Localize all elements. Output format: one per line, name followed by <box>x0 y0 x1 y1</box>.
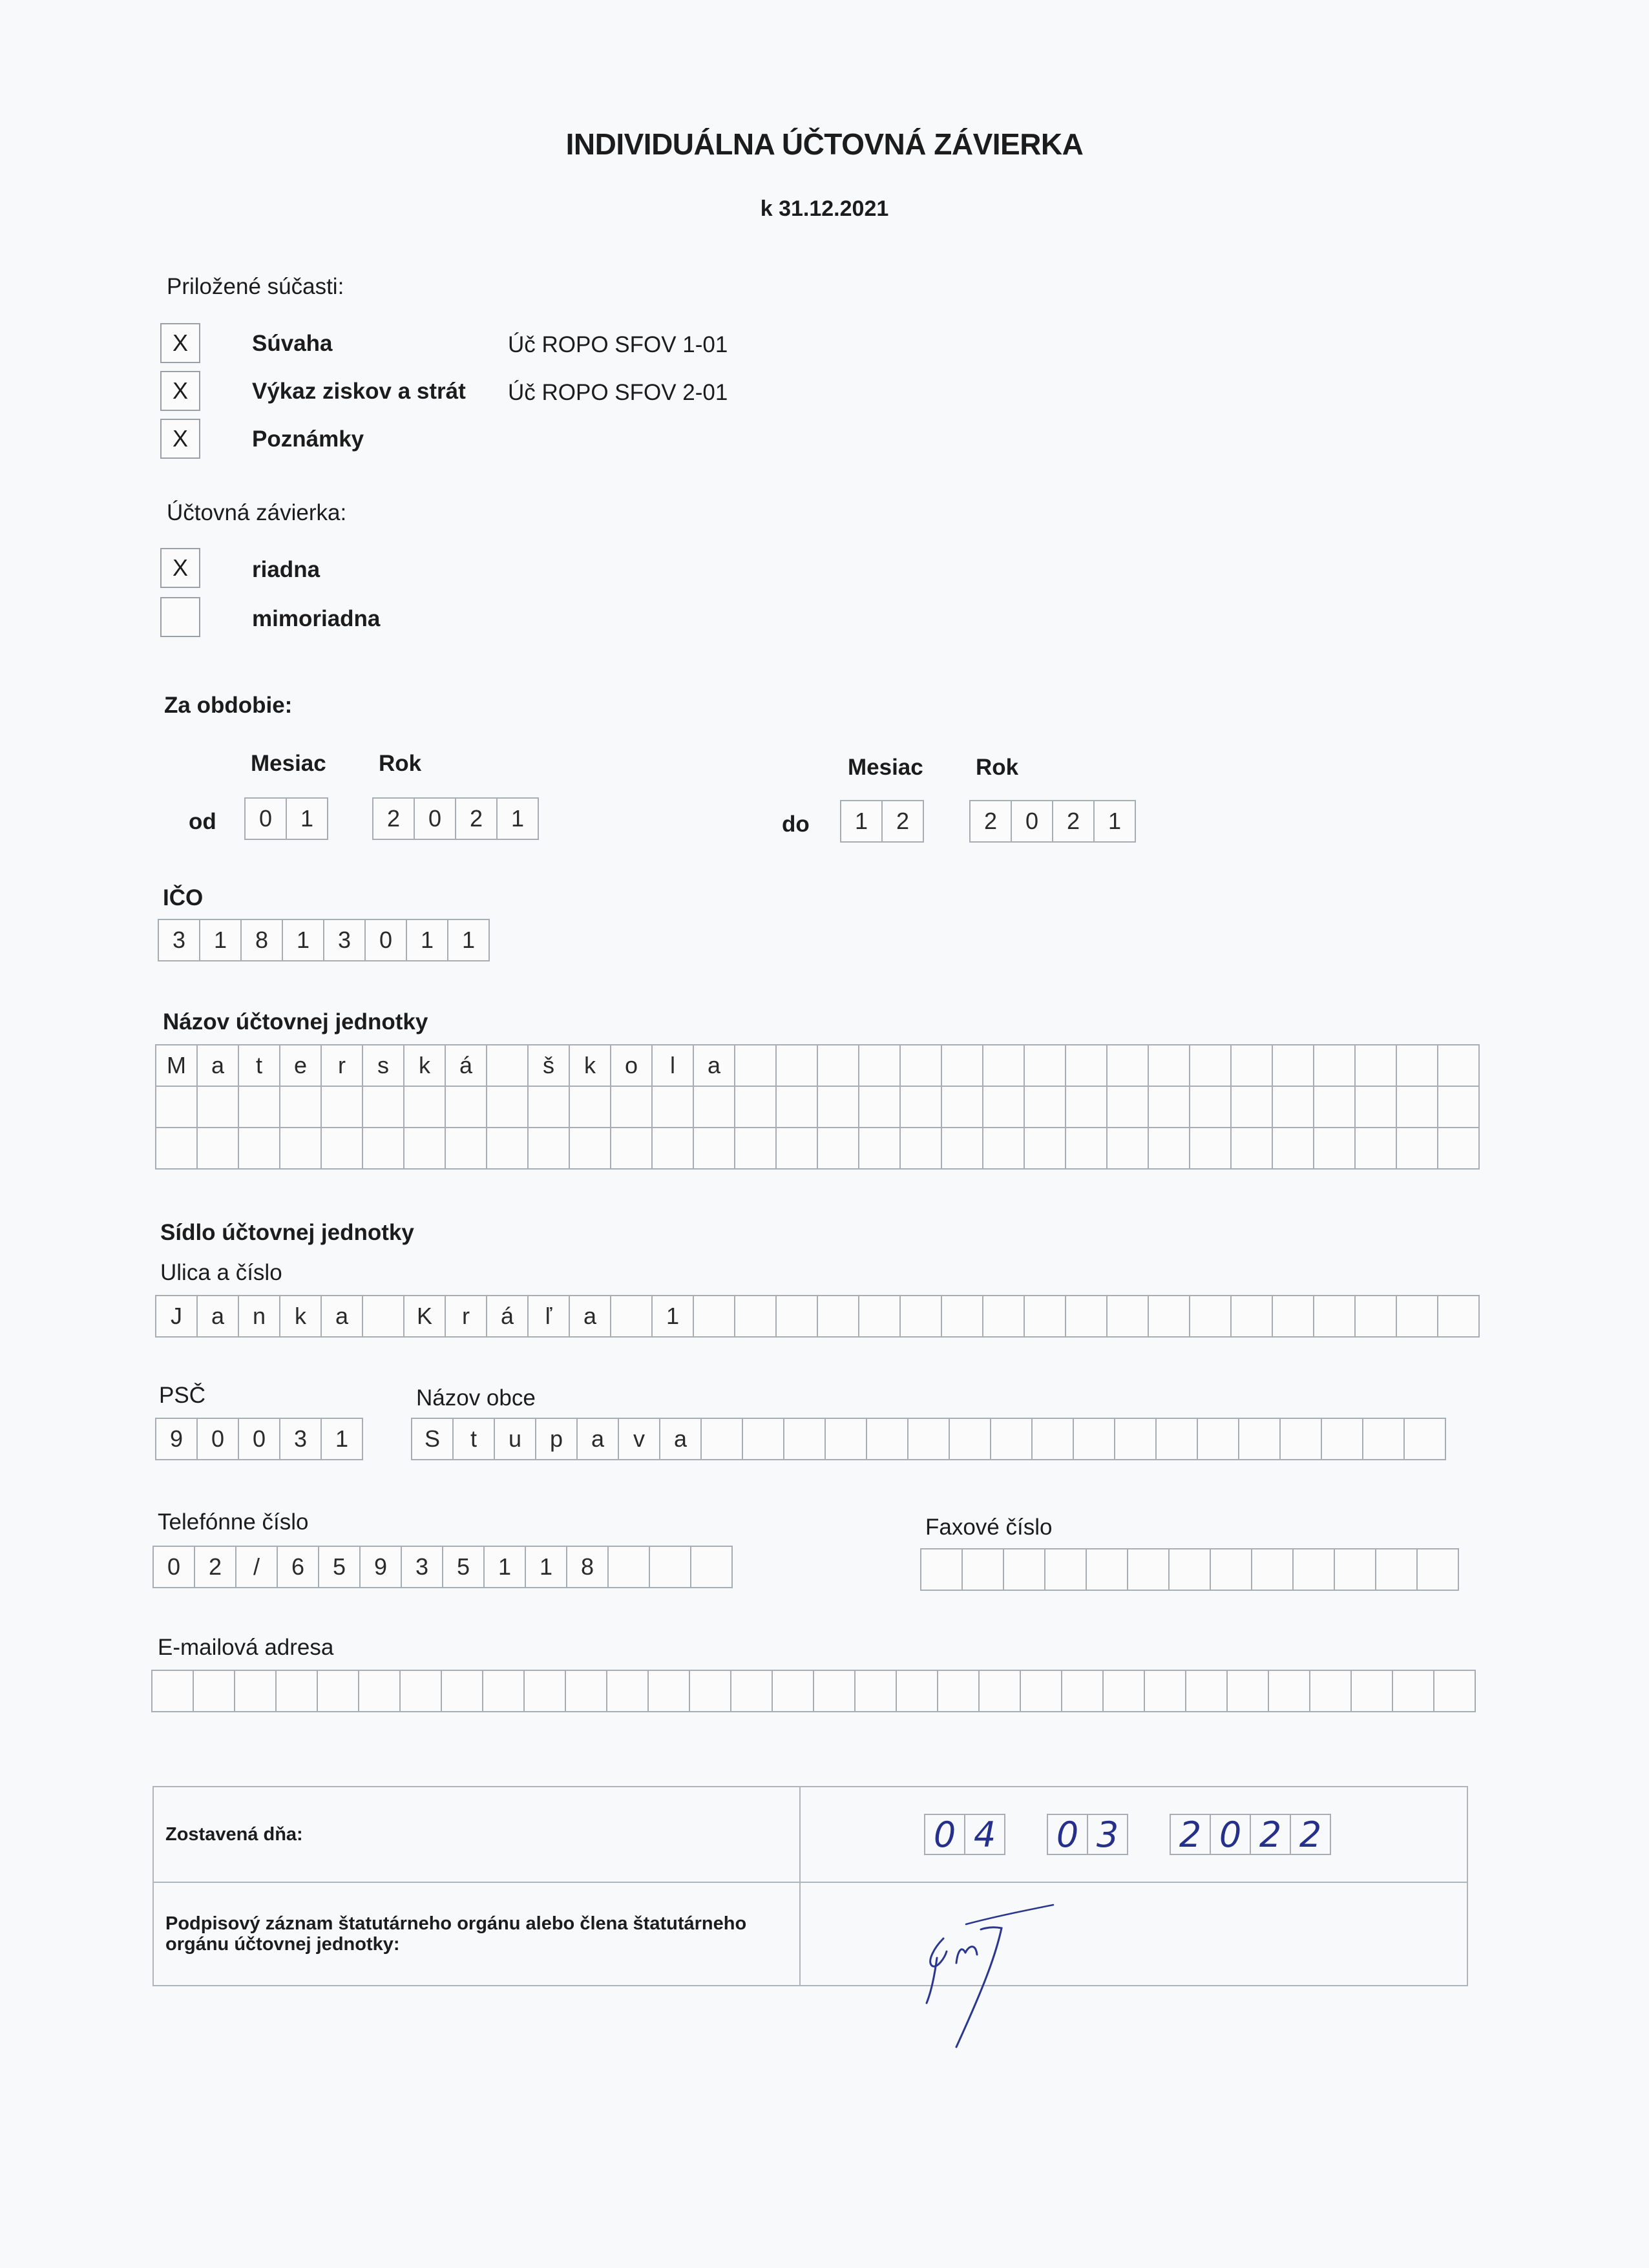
compiled-date-cell[interactable] <box>800 1787 1467 1882</box>
attachment-checkbox-suvaha[interactable]: X <box>160 323 200 363</box>
char-cell <box>279 1127 322 1170</box>
char-cell: 3 <box>401 1546 443 1588</box>
char-cell: 3 <box>323 919 366 961</box>
char-cell <box>941 1295 983 1338</box>
char-cell <box>1148 1127 1190 1170</box>
char-cell <box>920 1548 963 1591</box>
to-month-label: Mesiac <box>848 755 923 780</box>
char-cell <box>824 1418 867 1460</box>
char-cell <box>486 1044 529 1087</box>
char-cell <box>647 1670 690 1712</box>
char-cell: á <box>486 1295 529 1338</box>
char-cell: a <box>196 1044 239 1087</box>
fax-field[interactable] <box>920 1548 1459 1591</box>
char-cell <box>1238 1418 1281 1460</box>
char-cell <box>1313 1086 1356 1128</box>
char-cell <box>1272 1127 1314 1170</box>
char-cell <box>858 1295 901 1338</box>
char-cell <box>1024 1044 1066 1087</box>
char-cell <box>1437 1127 1480 1170</box>
char-cell <box>1272 1295 1314 1338</box>
char-cell <box>1189 1295 1232 1338</box>
char-cell <box>866 1418 909 1460</box>
closing-label-riadna: riadna <box>252 557 320 582</box>
char-cell: á <box>445 1044 487 1087</box>
char-cell <box>899 1295 942 1338</box>
char-cell: 1 <box>483 1546 526 1588</box>
char-cell <box>1185 1670 1228 1712</box>
char-cell <box>982 1086 1025 1128</box>
char-cell <box>689 1670 731 1712</box>
char-cell: p <box>535 1418 578 1460</box>
char-cell: S <box>411 1418 454 1460</box>
compiled-day-field <box>924 1814 1005 1855</box>
char-cell <box>649 1546 691 1588</box>
from-month-field[interactable] <box>244 797 328 840</box>
char-cell <box>982 1044 1025 1087</box>
char-cell <box>569 1086 611 1128</box>
char-cell <box>1437 1295 1480 1338</box>
char-cell <box>151 1670 194 1712</box>
char-cell <box>775 1044 818 1087</box>
char-cell <box>1144 1670 1186 1712</box>
char-cell <box>734 1295 777 1338</box>
char-cell: 0 <box>238 1418 280 1460</box>
handwritten-digit: 4 <box>964 1814 1005 1855</box>
char-cell <box>990 1418 1033 1460</box>
char-cell <box>445 1086 487 1128</box>
char-cell <box>896 1670 938 1712</box>
char-cell: a <box>569 1295 611 1338</box>
char-cell: / <box>235 1546 278 1588</box>
char-cell <box>569 1127 611 1170</box>
char-cell <box>858 1086 901 1128</box>
ico-field[interactable] <box>158 919 490 961</box>
char-cell <box>734 1127 777 1170</box>
char-cell <box>320 1127 363 1170</box>
char-cell <box>441 1670 483 1712</box>
char-cell <box>1230 1044 1273 1087</box>
char-cell: J <box>155 1295 198 1338</box>
char-cell: s <box>362 1044 404 1087</box>
closing-checkbox-mimoriadna[interactable] <box>160 597 200 637</box>
char-cell <box>1127 1548 1170 1591</box>
char-cell: ľ <box>527 1295 570 1338</box>
char-cell: 9 <box>155 1418 198 1460</box>
char-cell: 3 <box>158 919 200 961</box>
char-cell: 9 <box>359 1546 402 1588</box>
signature-label: Podpisový záznam štatutárneho orgánu alebo člena štatutárneho orgánu účtovnej jednotky: <box>153 1882 800 1986</box>
compiled-year-field <box>1170 1814 1331 1855</box>
char-cell <box>1313 1044 1356 1087</box>
char-cell: 2 <box>194 1546 236 1588</box>
char-cell: 8 <box>240 919 283 961</box>
char-cell <box>362 1295 404 1338</box>
balance-date: k 31.12.2021 <box>760 196 889 221</box>
handwritten-digit: 3 <box>1087 1814 1128 1855</box>
attachment-checkbox-vykaz[interactable]: X <box>160 371 200 411</box>
char-cell <box>693 1127 735 1170</box>
char-cell <box>1279 1418 1322 1460</box>
char-cell <box>734 1086 777 1128</box>
phone-field[interactable] <box>152 1546 733 1588</box>
handwritten-digit: 2 <box>1170 1814 1211 1855</box>
digit-cell: 2 <box>372 797 415 840</box>
char-cell <box>1354 1127 1397 1170</box>
char-cell <box>978 1670 1021 1712</box>
char-cell <box>1292 1548 1335 1591</box>
char-cell: 5 <box>442 1546 485 1588</box>
char-cell <box>610 1127 653 1170</box>
char-cell <box>238 1086 280 1128</box>
char-cell <box>1065 1086 1108 1128</box>
char-cell: M <box>155 1044 198 1087</box>
char-cell <box>1102 1670 1145 1712</box>
char-cell <box>155 1086 198 1128</box>
char-cell: 1 <box>199 919 242 961</box>
char-cell <box>1148 1086 1190 1128</box>
char-cell <box>700 1418 743 1460</box>
char-cell <box>358 1670 401 1712</box>
char-cell: K <box>403 1295 446 1338</box>
char-cell <box>523 1670 566 1712</box>
char-cell <box>858 1127 901 1170</box>
char-cell <box>1309 1670 1352 1712</box>
char-cell <box>775 1295 818 1338</box>
char-cell <box>1350 1670 1393 1712</box>
char-cell <box>1230 1295 1273 1338</box>
char-cell <box>1168 1548 1211 1591</box>
char-cell <box>1313 1127 1356 1170</box>
char-cell: u <box>494 1418 536 1460</box>
char-cell <box>1086 1548 1128 1591</box>
psc-field[interactable] <box>155 1418 363 1460</box>
char-cell <box>607 1546 650 1588</box>
entity-name-field-row3[interactable] <box>155 1127 1480 1170</box>
char-cell: v <box>618 1418 660 1460</box>
closing-label-mimoriadna: mimoriadna <box>252 606 381 631</box>
char-cell <box>1106 1086 1149 1128</box>
attachments-heading: Priložené súčasti: <box>167 274 344 299</box>
char-cell <box>899 1044 942 1087</box>
char-cell <box>362 1086 404 1128</box>
address-heading: Sídlo účtovnej jednotky <box>160 1220 414 1245</box>
char-cell <box>1433 1670 1476 1712</box>
handwritten-digit: 2 <box>1250 1814 1291 1855</box>
char-cell: k <box>279 1295 322 1338</box>
char-cell <box>783 1418 826 1460</box>
char-cell <box>610 1086 653 1128</box>
closing-checkbox-riadna[interactable]: X <box>160 548 200 588</box>
char-cell <box>399 1670 442 1712</box>
char-cell <box>1396 1044 1438 1087</box>
char-cell <box>899 1127 942 1170</box>
char-cell <box>1003 1548 1045 1591</box>
attachment-code-suvaha: Úč ROPO SFOV 1-01 <box>508 332 728 357</box>
char-cell <box>1031 1418 1074 1460</box>
char-cell <box>1321 1418 1363 1460</box>
char-cell: 1 <box>651 1295 694 1338</box>
char-cell <box>1061 1670 1104 1712</box>
digit-cell: 1 <box>286 797 328 840</box>
char-cell: 1 <box>447 919 490 961</box>
char-cell <box>1155 1418 1198 1460</box>
digit-cell: 2 <box>455 797 498 840</box>
char-cell <box>907 1418 950 1460</box>
char-cell: a <box>576 1418 619 1460</box>
attachment-label-poznamky: Poznámky <box>252 426 364 452</box>
char-cell <box>1106 1044 1149 1087</box>
char-cell <box>817 1044 859 1087</box>
to-year-label: Rok <box>976 755 1019 780</box>
char-cell <box>403 1086 446 1128</box>
city-label: Názov obce <box>416 1385 536 1411</box>
char-cell <box>693 1086 735 1128</box>
char-cell <box>606 1670 649 1712</box>
email-label: E-mailová adresa <box>158 1635 334 1660</box>
char-cell <box>193 1670 235 1712</box>
compiled-month-field <box>1047 1814 1128 1855</box>
char-cell <box>320 1086 363 1128</box>
digit-cell: 1 <box>1093 800 1136 843</box>
char-cell <box>1362 1418 1405 1460</box>
from-year-label: Rok <box>379 751 422 776</box>
char-cell <box>1334 1548 1376 1591</box>
char-cell <box>610 1295 653 1338</box>
char-cell: e <box>279 1044 322 1087</box>
char-cell <box>1189 1086 1232 1128</box>
char-cell <box>1230 1127 1273 1170</box>
period-heading: Za obdobie: <box>164 693 293 718</box>
to-year-field[interactable] <box>969 800 1136 843</box>
char-cell <box>982 1295 1025 1338</box>
char-cell: r <box>320 1044 363 1087</box>
char-cell <box>403 1127 446 1170</box>
char-cell: a <box>320 1295 363 1338</box>
char-cell: l <box>651 1044 694 1087</box>
psc-label: PSČ <box>159 1383 205 1408</box>
char-cell <box>317 1670 359 1712</box>
char-cell <box>899 1086 942 1128</box>
char-cell <box>1375 1548 1418 1591</box>
char-cell <box>1189 1044 1232 1087</box>
char-cell <box>1197 1418 1239 1460</box>
char-cell <box>742 1418 784 1460</box>
char-cell <box>730 1670 773 1712</box>
email-field[interactable] <box>151 1670 1476 1712</box>
char-cell <box>1392 1670 1434 1712</box>
digit-cell: 0 <box>414 797 456 840</box>
char-cell <box>196 1086 239 1128</box>
char-cell <box>1106 1127 1149 1170</box>
char-cell: r <box>445 1295 487 1338</box>
ico-label: IČO <box>163 885 204 910</box>
attachment-label-vykaz: Výkaz ziskov a strát <box>252 379 466 404</box>
digit-cell: 2 <box>1052 800 1095 843</box>
char-cell <box>527 1127 570 1170</box>
char-cell <box>482 1670 525 1712</box>
char-cell: 1 <box>282 919 324 961</box>
char-cell <box>734 1044 777 1087</box>
closing-type-heading: Účtovná závierka: <box>167 500 347 525</box>
digit-cell: 0 <box>244 797 287 840</box>
char-cell <box>982 1127 1025 1170</box>
char-cell <box>941 1044 983 1087</box>
char-cell <box>279 1086 322 1128</box>
char-cell <box>941 1127 983 1170</box>
attachment-checkbox-poznamky[interactable]: X <box>160 419 200 459</box>
char-cell: a <box>196 1295 239 1338</box>
char-cell <box>1354 1295 1397 1338</box>
digit-cell: 1 <box>496 797 539 840</box>
char-cell: 1 <box>406 919 448 961</box>
char-cell <box>854 1670 897 1712</box>
char-cell: a <box>693 1044 735 1087</box>
char-cell: š <box>527 1044 570 1087</box>
char-cell <box>1251 1548 1294 1591</box>
char-cell <box>1437 1044 1480 1087</box>
char-cell <box>1148 1295 1190 1338</box>
char-cell <box>1396 1127 1438 1170</box>
compiled-date-label: Zostavená dňa: <box>153 1787 800 1882</box>
char-cell <box>1354 1086 1397 1128</box>
digit-cell: 0 <box>1011 800 1053 843</box>
char-cell <box>1272 1044 1314 1087</box>
char-cell <box>1024 1295 1066 1338</box>
char-cell <box>486 1127 529 1170</box>
handwritten-digit: 0 <box>924 1814 965 1855</box>
char-cell <box>772 1670 814 1712</box>
char-cell <box>1416 1548 1459 1591</box>
char-cell <box>527 1086 570 1128</box>
handwritten-digit: 0 <box>1210 1814 1251 1855</box>
char-cell <box>817 1086 859 1128</box>
char-cell: 0 <box>152 1546 195 1588</box>
char-cell <box>362 1127 404 1170</box>
handwritten-digit: 2 <box>1290 1814 1331 1855</box>
char-cell: a <box>659 1418 702 1460</box>
document-title: INDIVIDUÁLNA ÚČTOVNÁ ZÁVIERKA <box>565 127 1084 161</box>
char-cell <box>1313 1295 1356 1338</box>
char-cell <box>1268 1670 1310 1712</box>
digit-cell: 1 <box>840 800 883 843</box>
char-cell <box>651 1127 694 1170</box>
char-cell <box>1024 1086 1066 1128</box>
char-cell <box>817 1295 859 1338</box>
entity-name-field-row1[interactable] <box>155 1044 1480 1087</box>
to-label: do <box>782 812 810 837</box>
char-cell <box>1403 1418 1446 1460</box>
street-label: Ulica a číslo <box>160 1260 282 1285</box>
digit-cell: 2 <box>881 800 924 843</box>
phone-label: Telefónne číslo <box>158 1509 309 1535</box>
handwritten-digit: 0 <box>1047 1814 1088 1855</box>
char-cell: 8 <box>566 1546 609 1588</box>
char-cell: o <box>610 1044 653 1087</box>
from-month-label: Mesiac <box>251 751 326 776</box>
char-cell <box>1065 1044 1108 1087</box>
char-cell <box>775 1086 818 1128</box>
char-cell <box>1065 1295 1108 1338</box>
char-cell <box>813 1670 856 1712</box>
char-cell <box>1354 1044 1397 1087</box>
char-cell <box>961 1548 1004 1591</box>
from-year-field[interactable] <box>372 797 539 840</box>
char-cell <box>1065 1127 1108 1170</box>
char-cell <box>937 1670 980 1712</box>
fax-label: Faxové číslo <box>925 1515 1053 1540</box>
attachment-label-suvaha: Súvaha <box>252 331 333 356</box>
char-cell <box>1148 1044 1190 1087</box>
char-cell <box>155 1127 198 1170</box>
signature-table <box>152 1786 1468 1986</box>
handwritten-signature <box>898 1893 1066 2061</box>
to-month-field[interactable] <box>840 800 924 843</box>
char-cell: t <box>452 1418 495 1460</box>
char-cell <box>1073 1418 1115 1460</box>
char-cell: 6 <box>277 1546 319 1588</box>
char-cell: t <box>238 1044 280 1087</box>
char-cell <box>941 1086 983 1128</box>
char-cell <box>1437 1086 1480 1128</box>
char-cell <box>275 1670 318 1712</box>
char-cell: 0 <box>364 919 407 961</box>
char-cell <box>1396 1295 1438 1338</box>
char-cell <box>693 1295 735 1338</box>
attachment-code-vykaz: Úč ROPO SFOV 2-01 <box>508 380 728 405</box>
city-field[interactable] <box>411 1418 1446 1460</box>
char-cell <box>1044 1548 1087 1591</box>
entity-name-field-row2[interactable] <box>155 1086 1480 1128</box>
char-cell <box>1106 1295 1149 1338</box>
char-cell: k <box>403 1044 446 1087</box>
char-cell <box>1114 1418 1157 1460</box>
char-cell <box>1396 1086 1438 1128</box>
char-cell: k <box>569 1044 611 1087</box>
char-cell: 0 <box>196 1418 239 1460</box>
char-cell <box>949 1418 991 1460</box>
street-field[interactable] <box>155 1295 1480 1338</box>
char-cell: 5 <box>318 1546 361 1588</box>
char-cell <box>1272 1086 1314 1128</box>
char-cell <box>817 1127 859 1170</box>
char-cell <box>196 1127 239 1170</box>
char-cell: 1 <box>525 1546 567 1588</box>
char-cell: n <box>238 1295 280 1338</box>
char-cell <box>1020 1670 1062 1712</box>
char-cell <box>651 1086 694 1128</box>
char-cell <box>565 1670 607 1712</box>
digit-cell: 2 <box>969 800 1012 843</box>
entity-name-label: Názov účtovnej jednotky <box>163 1009 428 1034</box>
char-cell <box>445 1127 487 1170</box>
char-cell <box>1210 1548 1252 1591</box>
char-cell <box>234 1670 277 1712</box>
char-cell <box>1024 1127 1066 1170</box>
char-cell <box>775 1127 818 1170</box>
char-cell: 3 <box>279 1418 322 1460</box>
char-cell <box>238 1127 280 1170</box>
from-label: od <box>189 809 216 834</box>
char-cell <box>690 1546 733 1588</box>
char-cell <box>1189 1127 1232 1170</box>
char-cell: 1 <box>320 1418 363 1460</box>
char-cell <box>858 1044 901 1087</box>
char-cell <box>486 1086 529 1128</box>
char-cell <box>1226 1670 1269 1712</box>
char-cell <box>1230 1086 1273 1128</box>
